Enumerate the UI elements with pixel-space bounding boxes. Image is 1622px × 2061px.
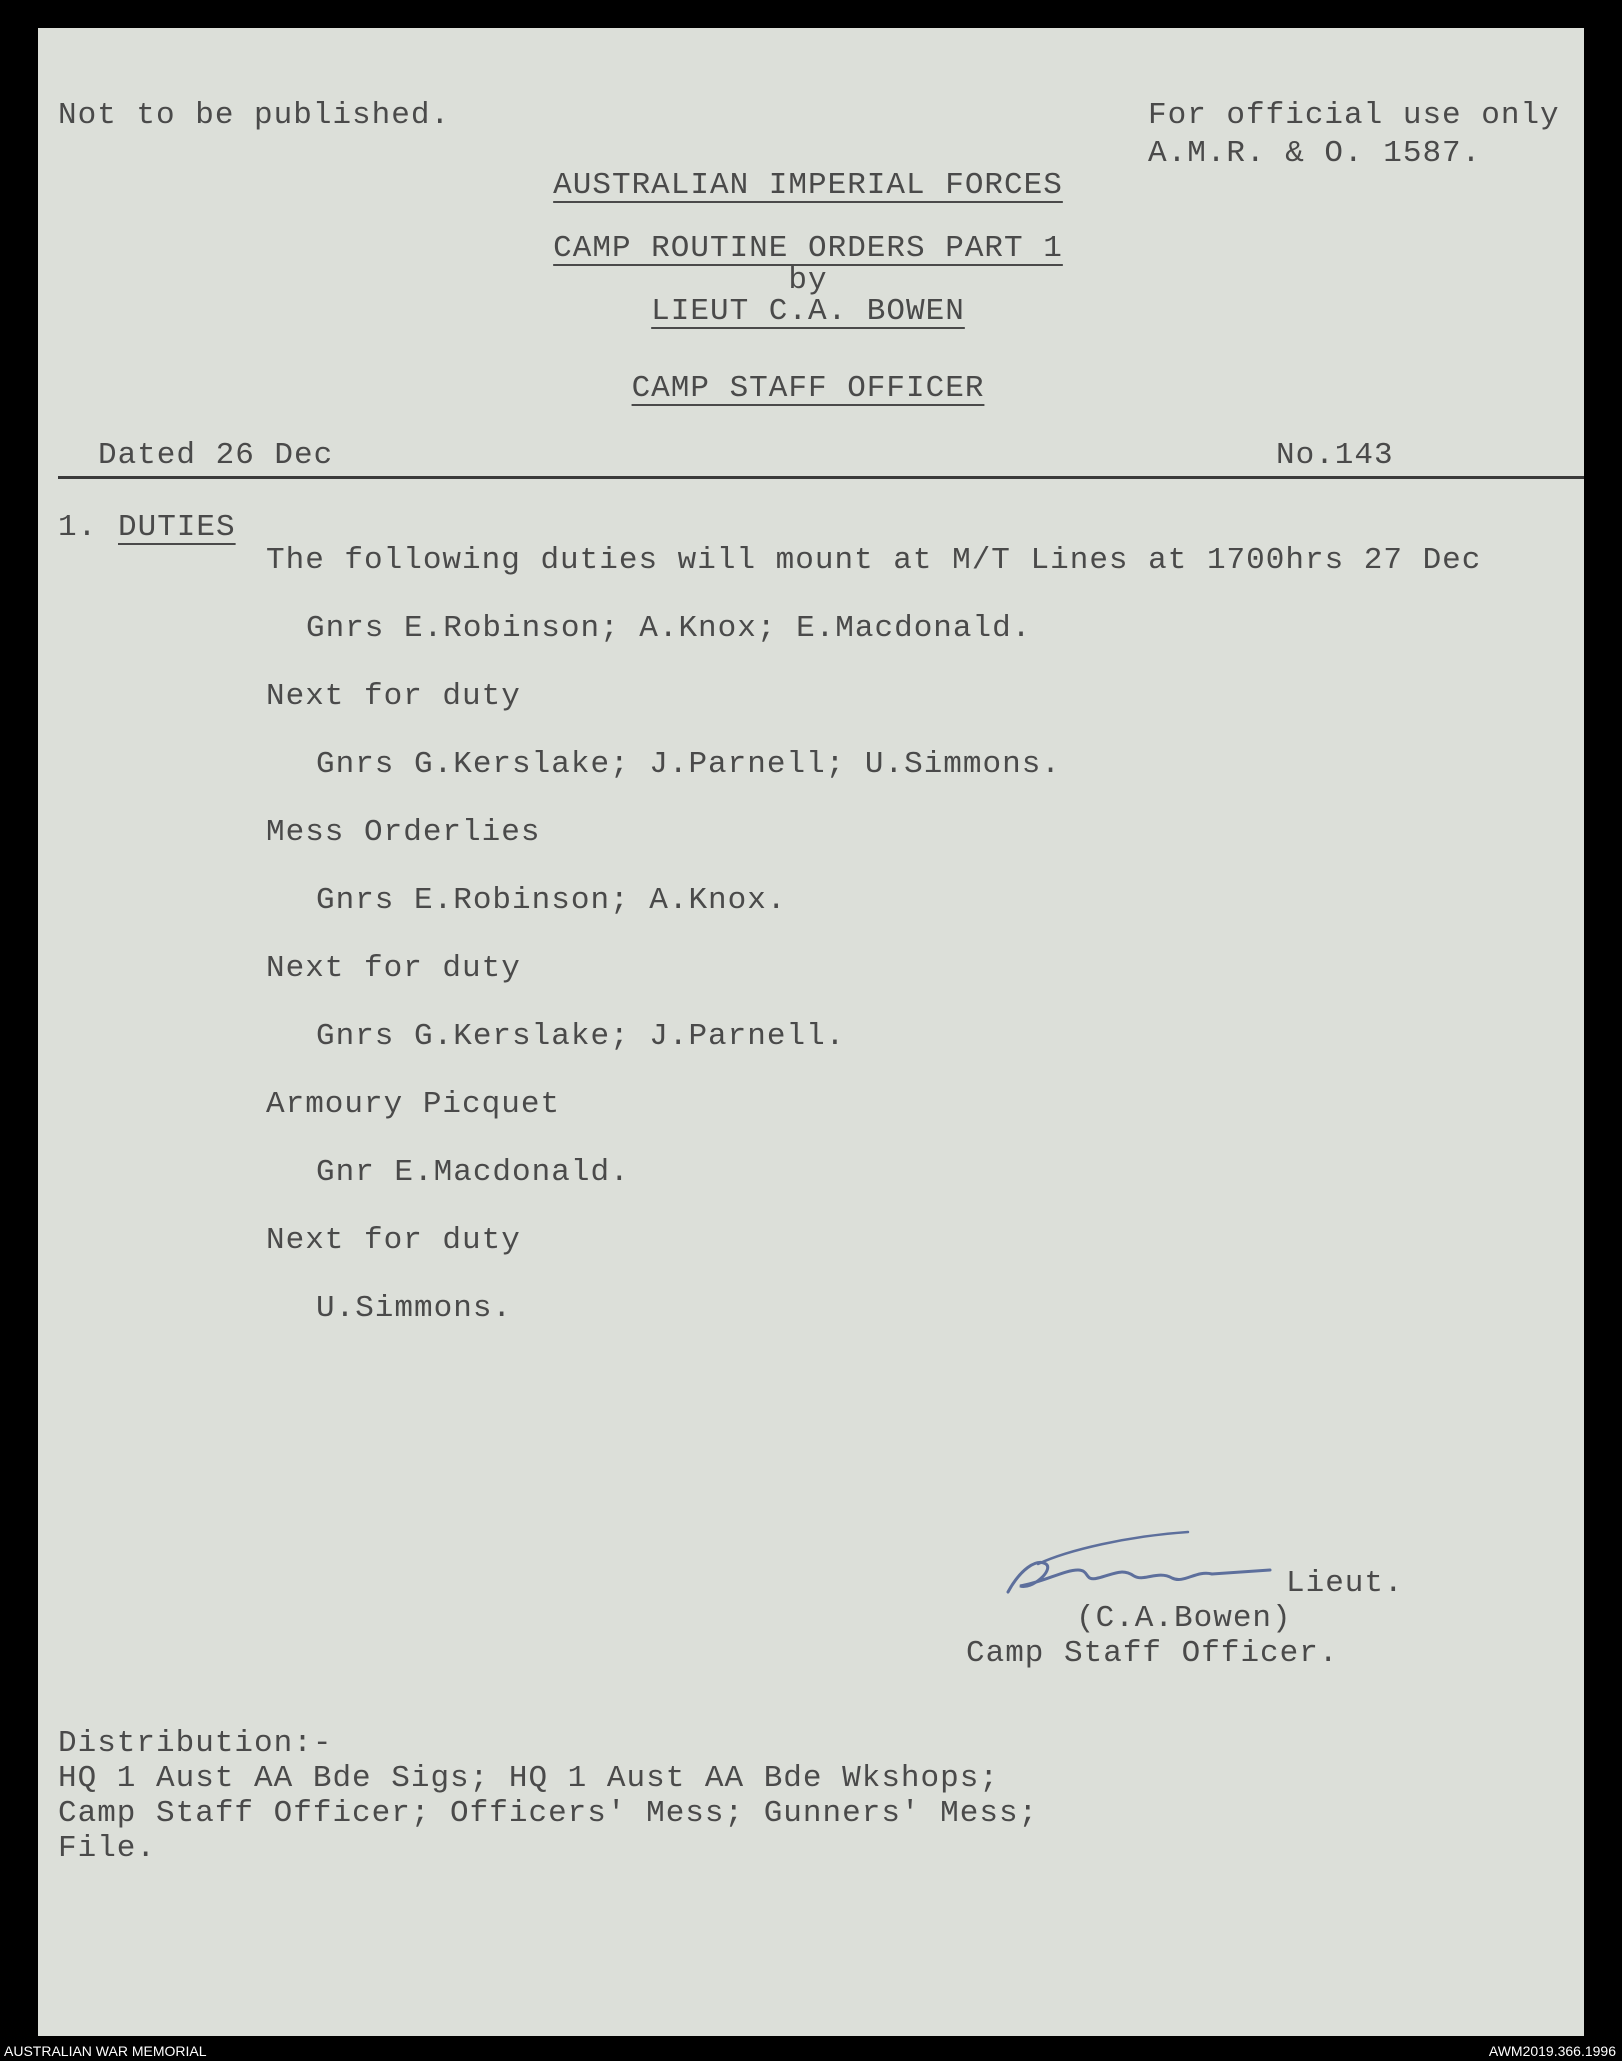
title-line-2: CAMP ROUTINE ORDERS PART 1 — [553, 231, 1063, 266]
handwritten-signature — [998, 1530, 1288, 1610]
amr-reference: A.M.R. & O. 1587. — [1148, 136, 1482, 171]
dated-label: Dated 26 Dec — [98, 438, 334, 473]
divider-line — [58, 476, 1584, 479]
distribution-label: Distribution:- — [58, 1726, 333, 1761]
distribution-line: File. — [58, 1831, 157, 1866]
duty-line: Gnrs G.Kerslake; J.Parnell. — [316, 1019, 846, 1054]
order-number: No.143 — [1276, 438, 1394, 473]
duty-line: Armoury Picquet — [266, 1087, 561, 1122]
footer-archive-name: AUSTRALIAN WAR MEMORIAL — [4, 2043, 207, 2059]
duty-line: Next for duty — [266, 679, 521, 714]
document-page — [38, 28, 1584, 2036]
duty-line: Next for duty — [266, 1223, 521, 1258]
not-published-note: Not to be published. — [58, 98, 451, 133]
section-number: 1. — [58, 510, 98, 545]
duty-line: Mess Orderlies — [266, 815, 541, 850]
signatory-title: Camp Staff Officer. — [966, 1636, 1339, 1671]
distribution-line: Camp Staff Officer; Officers' Mess; Gunners' Mess; — [58, 1796, 1039, 1831]
duties-intro: The following duties will mount at M/T Lines at 1700hrs 27 Dec — [266, 543, 1482, 578]
title-line-1: AUSTRALIAN IMPERIAL FORCES — [553, 168, 1063, 203]
title-line-5: CAMP STAFF OFFICER — [631, 371, 985, 406]
duty-line: Gnrs G.Kerslake; J.Parnell; U.Simmons. — [316, 747, 1061, 782]
footer-accession-number: AWM2019.366.1996 — [1488, 2043, 1616, 2059]
signatory-name: (C.A.Bowen) — [1076, 1601, 1292, 1636]
title-line-3: by — [788, 263, 828, 298]
distribution-line: HQ 1 Aust AA Bde Sigs; HQ 1 Aust AA Bde Wkshops; — [58, 1761, 999, 1796]
official-use-note: For official use only — [1148, 98, 1560, 133]
duty-line: Gnrs E.Robinson; A.Knox; E.Macdonald. — [306, 611, 1032, 646]
section-heading: DUTIES — [118, 510, 236, 545]
duty-line: Gnr E.Macdonald. — [316, 1155, 630, 1190]
title-line-4: LIEUT C.A. BOWEN — [651, 294, 965, 329]
duty-line: Next for duty — [266, 951, 521, 986]
duty-line: Gnrs E.Robinson; A.Knox. — [316, 883, 787, 918]
signatory-rank: Lieut. — [1286, 1566, 1404, 1601]
duty-line: U.Simmons. — [316, 1291, 513, 1326]
